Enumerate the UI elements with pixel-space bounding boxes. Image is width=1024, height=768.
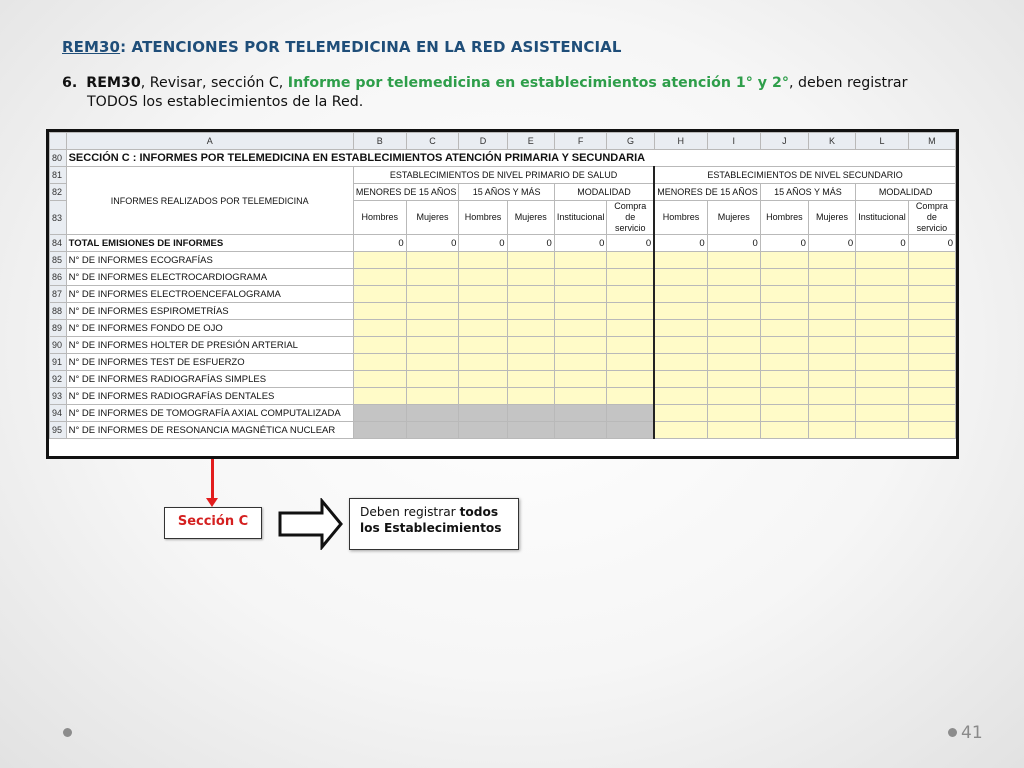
total-value[interactable]: 0 [607,235,654,252]
table-row [50,235,956,252]
input-cell[interactable] [654,388,707,405]
column-letter[interactable]: K [808,133,855,150]
input-cell[interactable] [808,388,855,405]
input-cell[interactable] [459,371,507,388]
table-row [50,286,956,303]
row-number: 89 [50,320,67,337]
header-leaf: Hombres [760,201,808,235]
input-cell[interactable] [554,286,607,303]
column-letter[interactable]: I [707,133,760,150]
input-cell[interactable] [707,388,760,405]
input-cell[interactable] [654,252,707,269]
input-cell[interactable] [353,371,406,388]
input-cell[interactable] [406,252,459,269]
input-cell[interactable] [760,269,808,286]
table-row [50,354,956,371]
column-letter[interactable]: M [908,133,955,150]
input-cell[interactable] [507,371,554,388]
input-cell[interactable] [808,303,855,320]
row-number: 93 [50,388,67,405]
input-cell[interactable] [908,286,955,303]
input-cell[interactable] [808,269,855,286]
input-cell[interactable] [554,269,607,286]
header-informes-realizados: INFORMES REALIZADOS POR TELEMEDICINA [66,167,353,235]
input-cell[interactable] [353,320,406,337]
input-cell[interactable] [459,303,507,320]
input-cell[interactable] [554,252,607,269]
header-leaf: Compra de servicio [908,201,955,235]
input-cell[interactable] [554,371,607,388]
total-value[interactable]: 0 [908,235,955,252]
column-letter[interactable]: G [607,133,654,150]
input-cell[interactable] [908,252,955,269]
input-cell[interactable] [554,388,607,405]
input-cell[interactable] [908,422,955,439]
input-cell[interactable] [607,354,654,371]
input-cell[interactable] [760,320,808,337]
input-cell[interactable] [707,337,760,354]
input-cell[interactable] [760,371,808,388]
row-number: 80 [50,150,67,167]
header-leaf: Mujeres [507,201,554,235]
input-cell[interactable] [707,422,760,439]
input-cell[interactable] [554,320,607,337]
input-cell[interactable] [459,354,507,371]
column-letter[interactable]: E [507,133,554,150]
blocked-cell [607,405,654,422]
input-cell[interactable] [406,286,459,303]
input-cell[interactable] [856,422,909,439]
header-primary-level: ESTABLECIMIENTOS DE NIVEL PRIMARIO DE SALUD [353,167,654,184]
input-cell[interactable] [507,388,554,405]
input-cell[interactable] [808,371,855,388]
table-row [50,422,956,439]
input-cell[interactable] [707,252,760,269]
corner-cell [50,133,67,150]
input-cell[interactable] [654,286,707,303]
input-cell[interactable] [707,371,760,388]
rem30-section-c-table [49,132,956,439]
input-cell[interactable] [507,269,554,286]
input-cell[interactable] [459,388,507,405]
input-cell[interactable] [406,269,459,286]
input-cell[interactable] [760,422,808,439]
total-value[interactable]: 0 [353,235,406,252]
input-cell[interactable] [856,320,909,337]
row-label: N° DE INFORMES ELECTROCARDIOGRAMA [66,269,353,286]
page-number: 41 [961,723,983,743]
input-cell[interactable] [760,337,808,354]
header-subgroup: MENORES DE 15 AÑOS [654,184,760,201]
input-cell[interactable] [554,354,607,371]
input-cell[interactable] [707,354,760,371]
table-row [50,167,956,184]
input-cell[interactable] [507,303,554,320]
row-label: N° DE INFORMES ECOGRAFÍAS [66,252,353,269]
footer-dot-right [948,728,957,737]
header-leaf: Institucional [856,201,909,235]
input-cell[interactable] [760,286,808,303]
input-cell[interactable] [908,371,955,388]
column-letter[interactable]: A [66,133,353,150]
blocked-cell [607,422,654,439]
input-cell[interactable] [808,320,855,337]
input-cell[interactable] [707,286,760,303]
input-cell[interactable] [654,269,707,286]
blocked-cell [353,405,406,422]
input-cell[interactable] [856,354,909,371]
input-cell[interactable] [654,422,707,439]
input-cell[interactable] [856,405,909,422]
input-cell[interactable] [908,269,955,286]
input-cell[interactable] [654,337,707,354]
input-cell[interactable] [707,269,760,286]
row-number: 84 [50,235,67,252]
input-cell[interactable] [808,405,855,422]
row-label: N° DE INFORMES ESPIROMETRÍAS [66,303,353,320]
input-cell[interactable] [856,388,909,405]
input-cell[interactable] [908,337,955,354]
row-number: 87 [50,286,67,303]
table-row [50,388,956,405]
table-row [50,252,956,269]
input-cell[interactable] [507,286,554,303]
header-leaf: Mujeres [707,201,760,235]
row-label: N° DE INFORMES DE RESONANCIA MAGNÉTICA NUCLEAR [66,422,353,439]
pointer-arrowhead [206,498,218,507]
input-cell[interactable] [507,320,554,337]
right-arrow-icon [278,498,344,550]
input-cell[interactable] [856,337,909,354]
spreadsheet-excerpt [46,129,959,459]
note-callout [349,498,519,550]
footer-dot-left [63,728,72,737]
header-leaf: Compra de servicio [607,201,654,235]
input-cell[interactable] [607,337,654,354]
input-cell[interactable] [459,320,507,337]
row-number: 88 [50,303,67,320]
input-cell[interactable] [507,252,554,269]
table-row [50,303,956,320]
input-cell[interactable] [554,303,607,320]
total-label: TOTAL EMISIONES DE INFORMES [66,235,353,252]
input-cell[interactable] [908,405,955,422]
input-cell[interactable] [856,303,909,320]
input-cell[interactable] [654,320,707,337]
input-cell[interactable] [808,337,855,354]
header-subgroup: MODALIDAD [554,184,654,201]
header-leaf: Mujeres [406,201,459,235]
input-cell[interactable] [607,269,654,286]
row-number: 91 [50,354,67,371]
input-cell[interactable] [607,286,654,303]
input-cell[interactable] [707,405,760,422]
row-label: N° DE INFORMES RADIOGRAFÍAS SIMPLES [66,371,353,388]
point-number: 6. [62,75,78,91]
input-cell[interactable] [459,269,507,286]
header-leaf: Institucional [554,201,607,235]
input-cell[interactable] [353,354,406,371]
input-cell[interactable] [607,371,654,388]
input-cell[interactable] [760,303,808,320]
input-cell[interactable] [406,354,459,371]
column-letter[interactable]: B [353,133,406,150]
table-row [50,405,956,422]
point-text-1: , Revisar, sección C, [140,75,288,91]
row-label: N° DE INFORMES TEST DE ESFUERZO [66,354,353,371]
input-cell[interactable] [406,303,459,320]
point-line-2: TODOS los establecimientos de la Red. [87,94,364,110]
blocked-cell [406,405,459,422]
header-secondary-level: ESTABLECIMIENTOS DE NIVEL SECUNDARIO [654,167,955,184]
note-bold-todos: todos [459,505,499,519]
table-row [50,150,956,167]
input-cell[interactable] [507,354,554,371]
input-cell[interactable] [654,371,707,388]
slide-title [62,38,622,56]
row-label: N° DE INFORMES ELECTROENCEFALOGRAMA [66,286,353,303]
pointer-line [211,459,214,501]
row-number: 90 [50,337,67,354]
input-cell[interactable] [459,337,507,354]
input-cell[interactable] [353,269,406,286]
instruction-point [62,74,942,112]
blocked-cell [554,405,607,422]
row-label: N° DE INFORMES HOLTER DE PRESIÓN ARTERIAL [66,337,353,354]
input-cell[interactable] [856,252,909,269]
point-highlight: Informe por telemedicina en establecimientos atención 1° y 2° [287,75,789,91]
total-value[interactable]: 0 [406,235,459,252]
point-text-2: , deben registrar [788,75,908,91]
input-cell[interactable] [760,354,808,371]
input-cell[interactable] [908,388,955,405]
blocked-cell [507,422,554,439]
row-label: N° DE INFORMES RADIOGRAFÍAS DENTALES [66,388,353,405]
input-cell[interactable] [808,422,855,439]
total-value[interactable]: 0 [760,235,808,252]
column-letter[interactable]: H [654,133,707,150]
total-value[interactable]: 0 [459,235,507,252]
input-cell[interactable] [406,388,459,405]
input-cell[interactable] [808,252,855,269]
column-letter[interactable]: D [459,133,507,150]
total-value[interactable]: 0 [707,235,760,252]
input-cell[interactable] [760,388,808,405]
row-number: 94 [50,405,67,422]
blocked-cell [353,422,406,439]
blocked-cell [554,422,607,439]
total-value[interactable]: 0 [856,235,909,252]
row-number: 83 [50,201,67,235]
input-cell[interactable] [707,320,760,337]
input-cell[interactable] [554,337,607,354]
blocked-cell [459,422,507,439]
input-cell[interactable] [760,405,808,422]
input-cell[interactable] [353,286,406,303]
input-cell[interactable] [808,354,855,371]
note-bold-establecimientos: los Establecimientos [360,521,502,535]
input-cell[interactable] [353,252,406,269]
row-number: 92 [50,371,67,388]
input-cell[interactable] [856,286,909,303]
input-cell[interactable] [707,303,760,320]
total-value[interactable]: 0 [507,235,554,252]
row-number: 81 [50,167,67,184]
input-cell[interactable] [507,337,554,354]
input-cell[interactable] [654,354,707,371]
input-cell[interactable] [607,303,654,320]
row-label: N° DE INFORMES DE TOMOGRAFÍA AXIAL COMPUTALIZADA [66,405,353,422]
header-leaf: Hombres [654,201,707,235]
input-cell[interactable] [808,286,855,303]
column-letter[interactable]: L [856,133,909,150]
point-code: REM30 [86,75,141,91]
blocked-cell [459,405,507,422]
blocked-cell [406,422,459,439]
table-row [50,269,956,286]
header-subgroup: MENORES DE 15 AÑOS [353,184,459,201]
column-letter[interactable]: J [760,133,808,150]
input-cell[interactable] [353,303,406,320]
column-letter[interactable]: C [406,133,459,150]
input-cell[interactable] [607,320,654,337]
total-value[interactable]: 0 [554,235,607,252]
header-subgroup: 15 AÑOS Y MÁS [459,184,554,201]
input-cell[interactable] [908,303,955,320]
input-cell[interactable] [353,337,406,354]
row-label: N° DE INFORMES FONDO DE OJO [66,320,353,337]
note-text: Deben registrar [360,505,460,519]
input-cell[interactable] [406,371,459,388]
row-number: 86 [50,269,67,286]
row-number: 85 [50,252,67,269]
header-subgroup: MODALIDAD [856,184,956,201]
header-leaf: Hombres [353,201,406,235]
section-c-callout: Sección C [164,507,262,539]
input-cell[interactable] [654,303,707,320]
slide-title-rest: : ATENCIONES POR TELEMEDICINA EN LA RED ASISTENCIAL [120,38,622,56]
table-row [50,371,956,388]
input-cell[interactable] [406,337,459,354]
input-cell[interactable] [760,252,808,269]
input-cell[interactable] [406,320,459,337]
input-cell[interactable] [607,388,654,405]
slide-title-code: REM30 [62,38,121,56]
input-cell[interactable] [856,371,909,388]
row-number: 95 [50,422,67,439]
row-number: 82 [50,184,67,201]
column-letter[interactable]: F [554,133,607,150]
table-row [50,320,956,337]
total-value[interactable]: 0 [808,235,855,252]
input-cell[interactable] [607,252,654,269]
input-cell[interactable] [459,286,507,303]
header-leaf: Hombres [459,201,507,235]
input-cell[interactable] [654,405,707,422]
header-subgroup: 15 AÑOS Y MÁS [760,184,855,201]
input-cell[interactable] [908,354,955,371]
column-header-row [50,133,956,150]
header-leaf: Mujeres [808,201,855,235]
blocked-cell [507,405,554,422]
total-value[interactable]: 0 [654,235,707,252]
section-title: SECCIÓN C : INFORMES POR TELEMEDICINA EN ESTABLECIMIENTOS ATENCIÓN PRIMARIA Y SECUNDARIA [66,150,955,167]
input-cell[interactable] [353,388,406,405]
input-cell[interactable] [856,269,909,286]
input-cell[interactable] [459,252,507,269]
table-row [50,337,956,354]
input-cell[interactable] [908,320,955,337]
